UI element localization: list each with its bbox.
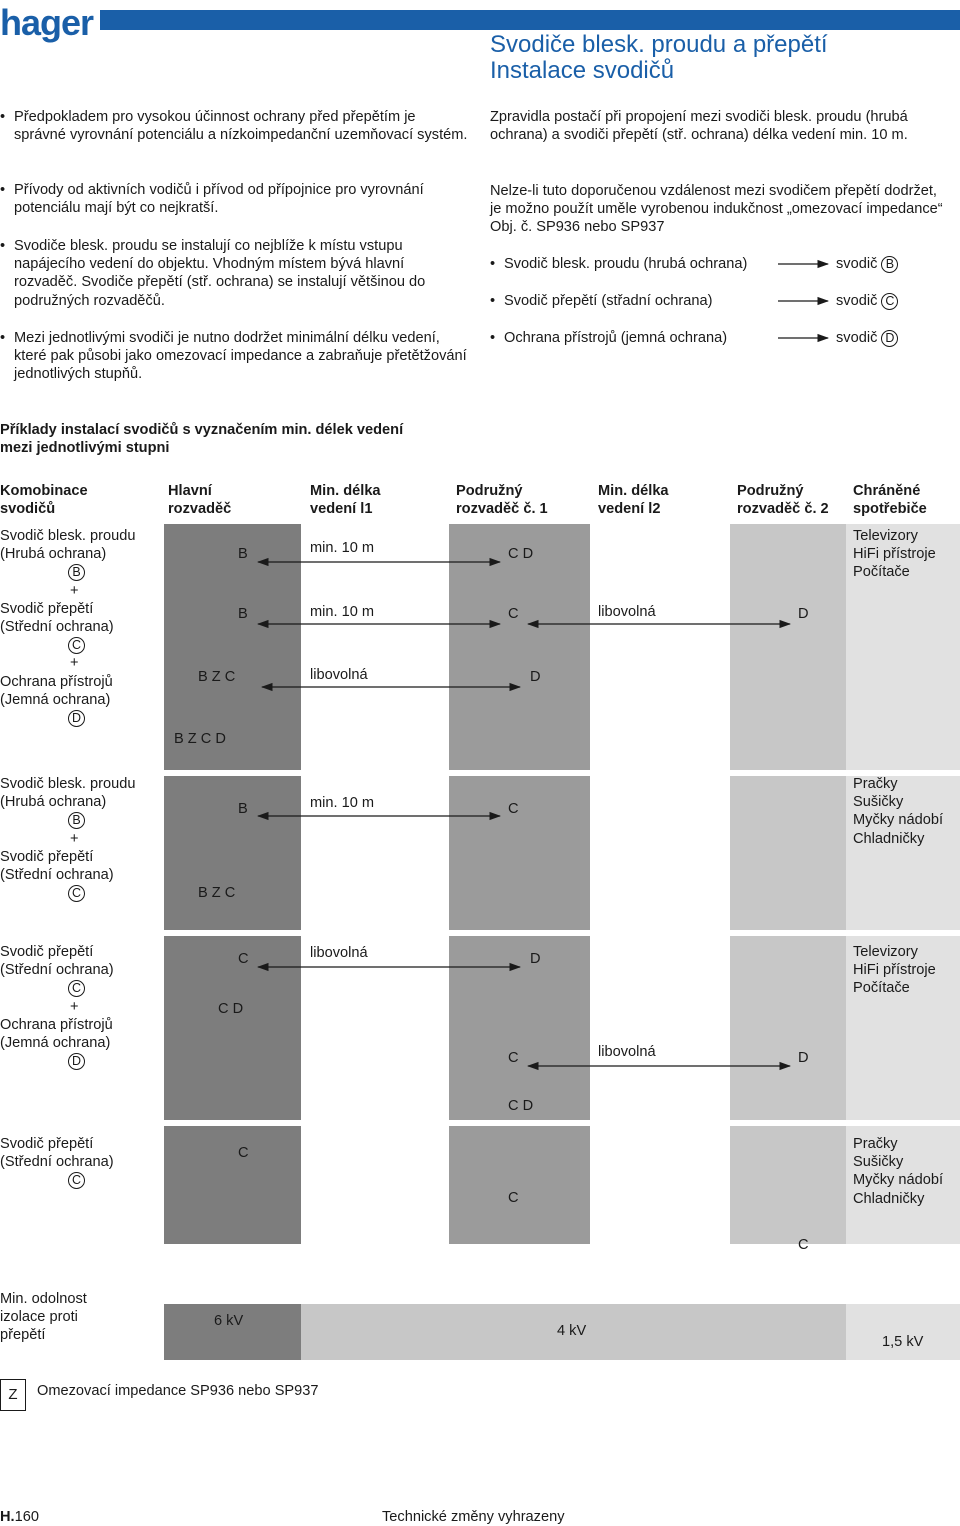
header-sub-board-2: Podružný rozvaděč č. 2 [737,483,829,518]
bullet-1: • Předpokladem pro vysokou účinnost ochrany před přepětím je správné vyrovnání potenciálu a nízkoimpedanční uzemňovací systém. [0,108,470,144]
consumers-section-4: Pračky Sušičky Myčky nádobí Chladničky [853,1136,944,1207]
item-label-device: • Ochrana přístrojů (jemná ochrana) [490,329,727,347]
bullet-4: • Mezi jednotlivými svodiči je nutno dodržet minimální délku vedení, které pak působi jako omezovací impedance a zabraňuje přetětžování jednotlivých stupňů. [0,329,470,384]
consumers-section-2: Pračky Sušičky Myčky nádobí Chladničky [853,776,944,847]
length-l2-label: libovolná [598,1044,656,1060]
letter-c-badge: C [68,1172,85,1189]
item-label-surge: • Svodič přepětí (střadní ochrana) [490,292,712,310]
sub-board-1-label: C D [508,1098,534,1114]
header-main-board: Hlavní rozvaděč [168,483,232,518]
length-l2-label: libovolná [598,604,656,620]
length-l1-label: min. 10 m [310,604,375,620]
length-l1-label: min. 10 m [310,795,375,811]
combo-section-3: Svodič přepětí (Střední ochrana) C + Ochrana přístrojů (Jemná ochrana) D [0,944,114,1069]
main-board-label: B [238,546,248,562]
sub-board-1-label: D [530,669,541,685]
main-board-label: B [238,606,248,622]
sub-board-2-label: D [798,1050,809,1066]
letter-d-badge: D [881,330,898,347]
item-label-lightning: • Svodič blesk. proudu (hrubá ochrana) [490,255,747,273]
length-l1-label: libovolná [310,667,368,683]
main-board-label: B Z C [198,669,236,685]
examples-heading: Příklady instalací svodičů s vyznačením min. délek vedení mezi jednotlivými stupni [0,422,404,457]
item-target-device: svodič D [836,329,898,347]
resistance-value-6kv: 6 kV [214,1313,244,1329]
header-consumers: Chráněné spotřebiče [853,483,927,518]
sub-board-2-label: C [798,1237,809,1253]
sub-board-1-label: D [530,951,541,967]
header-combination: Komobinace svodičů [0,483,88,518]
sub-board-1-label: C D [508,546,534,562]
impedance-paragraph: Nelze-li tuto doporučenou vzdálenost mezi svodičem přepětí dodržet, je možno použít uměle vyrobenou indukčnost „omezovací impedance“ Obj. č. SP936 nebo SP937 [490,183,943,236]
header-sub-board-1: Podružný rozvaděč č. 1 [456,483,548,518]
combo-section-4: Svodič přepětí (Střední ochrana) C [0,1136,114,1188]
footer-note: Technické změny vyhrazeny [382,1509,565,1525]
rule-paragraph: Zpravidla postačí při propojení mezi svodiči blesk. proudu (hrubá ochrana) a svodiči přepětí (stř. ochrana) délka vedení min. 10 m. [490,109,908,144]
item-target-lightning: svodič B [836,255,898,273]
resistance-value-4kv: 4 kV [557,1323,587,1339]
letter-d-badge: D [68,1053,85,1070]
consumers-section-1: Televizory HiFi přístroje Počítače [853,528,936,581]
main-board-label: B [238,801,248,817]
letter-d-badge: D [68,710,85,727]
main-board-label: B Z C D [174,731,226,747]
letter-b-badge: B [68,812,85,829]
resistance-label: Min. odolnost izolace proti přepětí [0,1291,87,1344]
impedance-symbol: Z [0,1379,26,1411]
sub-board-1-label: C [508,606,519,622]
sub-board-2-label: D [798,606,809,622]
sub-board-1-label: C [508,801,519,817]
bullet-2: • Přívody od aktivních vodičů i přívod od přípojnice pro vyrovnání potenciálu mají být co nejkratší. [0,181,470,217]
header-length-l2: Min. délka vedení l2 [598,483,669,518]
length-l1-label: libovolná [310,945,368,961]
combo-section-2: Svodič blesk. proudu (Hrubá ochrana) B + Svodič přepětí (Střední ochrana) C [0,776,136,901]
page-title-line2: Instalace svodičů [490,57,675,84]
length-l1-label: min. 10 m [310,540,375,556]
letter-c-badge: C [68,885,85,902]
letter-c-badge: C [881,293,898,310]
item-target-surge: svodič C [836,292,898,310]
hager-logo: hager [0,2,94,43]
bullet-3: • Svodiče blesk. proudu se instalují co nejblíže k místu vstupu napájecího vedení do objektu. Vhodným místem bývá hlavní rozvaděč. Svodiče přepětí (stř. ochrana) se instalují většinou do podružných rozvaděčů. [0,237,470,310]
main-board-label: B Z C [198,885,236,901]
sub-board-1-label: C [508,1190,519,1206]
letter-c-badge: C [68,637,85,654]
main-board-label: C [238,951,249,967]
main-board-label: C D [218,1001,244,1017]
combo-section-1: Svodič blesk. proudu (Hrubá ochrana) B + Svodič přepětí (Střední ochrana) C + Ochrana přístrojů (Jemná ochrana) D [0,528,136,726]
main-board-label: C [238,1145,249,1161]
sub-board-1-label: C [508,1050,519,1066]
header-length-l1: Min. délka vedení l1 [310,483,381,518]
impedance-legend-text: Omezovací impedance SP936 nebo SP937 [37,1383,319,1399]
letter-b-badge: B [881,256,898,273]
page-title-line1: Svodiče blesk. proudu a přepětí [490,31,828,58]
letter-c-badge: C [68,980,85,997]
page-number: H.160 [0,1509,39,1525]
letter-b-badge: B [68,564,85,581]
resistance-value-1-5kv: 1,5 kV [882,1334,924,1350]
consumers-section-3: Televizory HiFi přístroje Počítače [853,944,936,997]
